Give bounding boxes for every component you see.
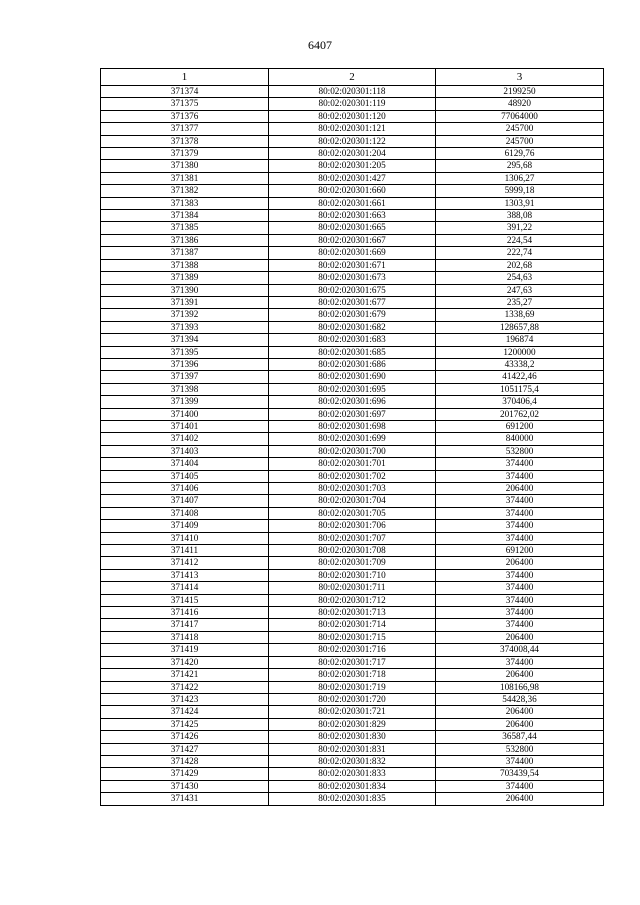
value-cell: 374400 xyxy=(436,569,604,581)
value-cell: 36587,44 xyxy=(436,731,604,743)
value-cell: 196874 xyxy=(436,334,604,346)
row-number-cell: 371389 xyxy=(101,272,269,284)
table-row xyxy=(101,507,604,519)
value-cell: 374400 xyxy=(436,495,604,507)
table-row xyxy=(101,334,604,346)
column-header-2: 2 xyxy=(269,69,436,86)
cadastral-number-cell: 80:02:020301:671 xyxy=(269,259,436,271)
table-row xyxy=(101,731,604,743)
value-cell: 295,68 xyxy=(436,160,604,172)
table-row xyxy=(101,569,604,581)
row-number-cell: 371387 xyxy=(101,247,269,259)
table-row xyxy=(101,743,604,755)
row-number-cell: 371424 xyxy=(101,706,269,718)
value-cell: 374008,44 xyxy=(436,644,604,656)
table-row xyxy=(101,755,604,767)
row-number-cell: 371385 xyxy=(101,222,269,234)
value-cell: 206400 xyxy=(436,483,604,495)
row-number-cell: 371399 xyxy=(101,396,269,408)
row-number-cell: 371408 xyxy=(101,507,269,519)
cadastral-number-cell: 80:02:020301:707 xyxy=(269,532,436,544)
row-number-cell: 371420 xyxy=(101,656,269,668)
row-number-cell: 371384 xyxy=(101,210,269,222)
table-row xyxy=(101,458,604,470)
value-cell: 840000 xyxy=(436,433,604,445)
table-row xyxy=(101,644,604,656)
value-cell: 206400 xyxy=(436,631,604,643)
value-cell: 374400 xyxy=(436,470,604,482)
value-cell: 202,68 xyxy=(436,259,604,271)
cadastral-number-cell: 80:02:020301:673 xyxy=(269,272,436,284)
cadastral-number-cell: 80:02:020301:120 xyxy=(269,110,436,122)
data-table xyxy=(100,68,604,806)
value-cell: 206400 xyxy=(436,718,604,730)
table-row xyxy=(101,346,604,358)
row-number-cell: 371388 xyxy=(101,259,269,271)
cadastral-number-cell: 80:02:020301:686 xyxy=(269,358,436,370)
table-row xyxy=(101,272,604,284)
cadastral-number-cell: 80:02:020301:705 xyxy=(269,507,436,519)
table-row xyxy=(101,234,604,246)
table-row xyxy=(101,557,604,569)
cadastral-number-cell: 80:02:020301:830 xyxy=(269,731,436,743)
cadastral-number-cell: 80:02:020301:706 xyxy=(269,520,436,532)
table-row xyxy=(101,470,604,482)
row-number-cell: 371395 xyxy=(101,346,269,358)
table-row xyxy=(101,619,604,631)
row-number-cell: 371407 xyxy=(101,495,269,507)
cadastral-number-cell: 80:02:020301:699 xyxy=(269,433,436,445)
value-cell: 2199250 xyxy=(436,86,604,98)
value-cell: 374400 xyxy=(436,619,604,631)
table-row xyxy=(101,396,604,408)
value-cell: 374400 xyxy=(436,656,604,668)
table-row xyxy=(101,483,604,495)
cadastral-number-cell: 80:02:020301:703 xyxy=(269,483,436,495)
table-row xyxy=(101,135,604,147)
row-number-cell: 371394 xyxy=(101,334,269,346)
table-row xyxy=(101,607,604,619)
table-row xyxy=(101,594,604,606)
cadastral-number-cell: 80:02:020301:831 xyxy=(269,743,436,755)
value-cell: 206400 xyxy=(436,669,604,681)
cadastral-number-cell: 80:02:020301:833 xyxy=(269,768,436,780)
value-cell: 691200 xyxy=(436,420,604,432)
table-row xyxy=(101,148,604,160)
row-number-cell: 371378 xyxy=(101,135,269,147)
table-row xyxy=(101,358,604,370)
table-row xyxy=(101,433,604,445)
cadastral-number-cell: 80:02:020301:719 xyxy=(269,681,436,693)
cadastral-number-cell: 80:02:020301:205 xyxy=(269,160,436,172)
value-cell: 54428,36 xyxy=(436,693,604,705)
row-number-cell: 371392 xyxy=(101,309,269,321)
table-row xyxy=(101,706,604,718)
table-row xyxy=(101,247,604,259)
table-row xyxy=(101,768,604,780)
value-cell: 235,27 xyxy=(436,296,604,308)
row-number-cell: 371425 xyxy=(101,718,269,730)
table-row xyxy=(101,656,604,668)
row-number-cell: 371381 xyxy=(101,172,269,184)
column-header-3: 3 xyxy=(436,69,604,86)
value-cell: 77064000 xyxy=(436,110,604,122)
row-number-cell: 371414 xyxy=(101,582,269,594)
value-cell: 222,74 xyxy=(436,247,604,259)
cadastral-number-cell: 80:02:020301:682 xyxy=(269,321,436,333)
cadastral-number-cell: 80:02:020301:709 xyxy=(269,557,436,569)
row-number-cell: 371405 xyxy=(101,470,269,482)
value-cell: 532800 xyxy=(436,445,604,457)
value-cell: 245700 xyxy=(436,135,604,147)
cadastral-number-cell: 80:02:020301:720 xyxy=(269,693,436,705)
value-cell: 532800 xyxy=(436,743,604,755)
cadastral-number-cell: 80:02:020301:679 xyxy=(269,309,436,321)
value-cell: 1303,91 xyxy=(436,197,604,209)
row-number-cell: 371415 xyxy=(101,594,269,606)
cadastral-number-cell: 80:02:020301:717 xyxy=(269,656,436,668)
cadastral-number-cell: 80:02:020301:714 xyxy=(269,619,436,631)
cadastral-number-cell: 80:02:020301:669 xyxy=(269,247,436,259)
cadastral-number-cell: 80:02:020301:663 xyxy=(269,210,436,222)
cadastral-number-cell: 80:02:020301:700 xyxy=(269,445,436,457)
value-cell: 206400 xyxy=(436,793,604,805)
value-cell: 374400 xyxy=(436,458,604,470)
row-number-cell: 371396 xyxy=(101,358,269,370)
value-cell: 374400 xyxy=(436,520,604,532)
value-cell: 128657,88 xyxy=(436,321,604,333)
value-cell: 1051175,4 xyxy=(436,383,604,395)
cadastral-number-cell: 80:02:020301:835 xyxy=(269,793,436,805)
row-number-cell: 371386 xyxy=(101,234,269,246)
row-number-cell: 371422 xyxy=(101,681,269,693)
table-row xyxy=(101,371,604,383)
value-cell: 206400 xyxy=(436,706,604,718)
row-number-cell: 371374 xyxy=(101,86,269,98)
value-cell: 48920 xyxy=(436,98,604,110)
value-cell: 5999,18 xyxy=(436,185,604,197)
table-row xyxy=(101,408,604,420)
value-cell: 374400 xyxy=(436,507,604,519)
table-row xyxy=(101,309,604,321)
value-cell: 1338,69 xyxy=(436,309,604,321)
table-row xyxy=(101,284,604,296)
cadastral-number-cell: 80:02:020301:660 xyxy=(269,185,436,197)
cadastral-number-cell: 80:02:020301:701 xyxy=(269,458,436,470)
table-row xyxy=(101,210,604,222)
value-cell: 206400 xyxy=(436,557,604,569)
table-row xyxy=(101,259,604,271)
table-row xyxy=(101,793,604,805)
cadastral-number-cell: 80:02:020301:683 xyxy=(269,334,436,346)
table-body xyxy=(101,86,604,806)
cadastral-number-cell: 80:02:020301:119 xyxy=(269,98,436,110)
cadastral-number-cell: 80:02:020301:122 xyxy=(269,135,436,147)
row-number-cell: 371404 xyxy=(101,458,269,470)
value-cell: 41422,46 xyxy=(436,371,604,383)
table-row xyxy=(101,693,604,705)
table-row xyxy=(101,98,604,110)
value-cell: 43338,2 xyxy=(436,358,604,370)
value-cell: 391,22 xyxy=(436,222,604,234)
table-row xyxy=(101,445,604,457)
row-number-cell: 371423 xyxy=(101,693,269,705)
table-row xyxy=(101,520,604,532)
value-cell: 247,63 xyxy=(436,284,604,296)
cadastral-number-cell: 80:02:020301:677 xyxy=(269,296,436,308)
row-number-cell: 371398 xyxy=(101,383,269,395)
row-number-cell: 371383 xyxy=(101,197,269,209)
row-number-cell: 371410 xyxy=(101,532,269,544)
table-row xyxy=(101,123,604,135)
value-cell: 108166,98 xyxy=(436,681,604,693)
row-number-cell: 371400 xyxy=(101,408,269,420)
row-number-cell: 371375 xyxy=(101,98,269,110)
row-number-cell: 371406 xyxy=(101,483,269,495)
value-cell: 374400 xyxy=(436,607,604,619)
cadastral-number-cell: 80:02:020301:667 xyxy=(269,234,436,246)
value-cell: 201762,02 xyxy=(436,408,604,420)
table-row xyxy=(101,681,604,693)
row-number-cell: 371376 xyxy=(101,110,269,122)
row-number-cell: 371380 xyxy=(101,160,269,172)
cadastral-number-cell: 80:02:020301:204 xyxy=(269,148,436,160)
cadastral-number-cell: 80:02:020301:690 xyxy=(269,371,436,383)
cadastral-number-cell: 80:02:020301:665 xyxy=(269,222,436,234)
cadastral-number-cell: 80:02:020301:710 xyxy=(269,569,436,581)
cadastral-number-cell: 80:02:020301:708 xyxy=(269,545,436,557)
row-number-cell: 371401 xyxy=(101,420,269,432)
cadastral-number-cell: 80:02:020301:715 xyxy=(269,631,436,643)
table-row xyxy=(101,669,604,681)
cadastral-number-cell: 80:02:020301:829 xyxy=(269,718,436,730)
row-number-cell: 371391 xyxy=(101,296,269,308)
row-number-cell: 371430 xyxy=(101,780,269,792)
table-row xyxy=(101,420,604,432)
cadastral-number-cell: 80:02:020301:713 xyxy=(269,607,436,619)
row-number-cell: 371377 xyxy=(101,123,269,135)
cadastral-number-cell: 80:02:020301:718 xyxy=(269,669,436,681)
value-cell: 1306,27 xyxy=(436,172,604,184)
table-row xyxy=(101,185,604,197)
value-cell: 374400 xyxy=(436,755,604,767)
cadastral-number-cell: 80:02:020301:832 xyxy=(269,755,436,767)
value-cell: 254,63 xyxy=(436,272,604,284)
cadastral-number-cell: 80:02:020301:695 xyxy=(269,383,436,395)
value-cell: 374400 xyxy=(436,780,604,792)
value-cell: 370406,4 xyxy=(436,396,604,408)
cadastral-number-cell: 80:02:020301:696 xyxy=(269,396,436,408)
column-header-1: 1 xyxy=(101,69,269,86)
table-row xyxy=(101,321,604,333)
row-number-cell: 371431 xyxy=(101,793,269,805)
table-row xyxy=(101,86,604,98)
value-cell: 691200 xyxy=(436,545,604,557)
page-number: 6407 xyxy=(308,38,332,52)
table-row xyxy=(101,222,604,234)
row-number-cell: 371429 xyxy=(101,768,269,780)
table-header-row xyxy=(101,69,604,86)
table-row xyxy=(101,296,604,308)
row-number-cell: 371417 xyxy=(101,619,269,631)
value-cell: 388,08 xyxy=(436,210,604,222)
row-number-cell: 371426 xyxy=(101,731,269,743)
row-number-cell: 371412 xyxy=(101,557,269,569)
table-row xyxy=(101,582,604,594)
cadastral-number-cell: 80:02:020301:721 xyxy=(269,706,436,718)
row-number-cell: 371402 xyxy=(101,433,269,445)
value-cell: 374400 xyxy=(436,582,604,594)
cadastral-number-cell: 80:02:020301:834 xyxy=(269,780,436,792)
row-number-cell: 371379 xyxy=(101,148,269,160)
cadastral-number-cell: 80:02:020301:697 xyxy=(269,408,436,420)
cadastral-number-cell: 80:02:020301:712 xyxy=(269,594,436,606)
cadastral-number-cell: 80:02:020301:702 xyxy=(269,470,436,482)
row-number-cell: 371411 xyxy=(101,545,269,557)
table-row xyxy=(101,631,604,643)
cadastral-number-cell: 80:02:020301:121 xyxy=(269,123,436,135)
table-row xyxy=(101,197,604,209)
cadastral-number-cell: 80:02:020301:704 xyxy=(269,495,436,507)
table-row xyxy=(101,172,604,184)
row-number-cell: 371416 xyxy=(101,607,269,619)
cadastral-number-cell: 80:02:020301:661 xyxy=(269,197,436,209)
table-row xyxy=(101,718,604,730)
table-row xyxy=(101,780,604,792)
table-row xyxy=(101,160,604,172)
table-row xyxy=(101,110,604,122)
row-number-cell: 371419 xyxy=(101,644,269,656)
value-cell: 224,54 xyxy=(436,234,604,246)
row-number-cell: 371413 xyxy=(101,569,269,581)
row-number-cell: 371421 xyxy=(101,669,269,681)
row-number-cell: 371418 xyxy=(101,631,269,643)
value-cell: 6129,76 xyxy=(436,148,604,160)
row-number-cell: 371397 xyxy=(101,371,269,383)
cadastral-number-cell: 80:02:020301:118 xyxy=(269,86,436,98)
value-cell: 703439,54 xyxy=(436,768,604,780)
table-row xyxy=(101,545,604,557)
cadastral-number-cell: 80:02:020301:698 xyxy=(269,420,436,432)
row-number-cell: 371390 xyxy=(101,284,269,296)
row-number-cell: 371403 xyxy=(101,445,269,457)
row-number-cell: 371393 xyxy=(101,321,269,333)
value-cell: 374400 xyxy=(436,532,604,544)
value-cell: 374400 xyxy=(436,594,604,606)
cadastral-number-cell: 80:02:020301:685 xyxy=(269,346,436,358)
cadastral-number-cell: 80:02:020301:675 xyxy=(269,284,436,296)
row-number-cell: 371428 xyxy=(101,755,269,767)
cadastral-number-cell: 80:02:020301:711 xyxy=(269,582,436,594)
table-row xyxy=(101,532,604,544)
value-cell: 245700 xyxy=(436,123,604,135)
row-number-cell: 371382 xyxy=(101,185,269,197)
value-cell: 1200000 xyxy=(436,346,604,358)
row-number-cell: 371427 xyxy=(101,743,269,755)
cadastral-number-cell: 80:02:020301:427 xyxy=(269,172,436,184)
row-number-cell: 371409 xyxy=(101,520,269,532)
table-row xyxy=(101,383,604,395)
cadastral-number-cell: 80:02:020301:716 xyxy=(269,644,436,656)
table-row xyxy=(101,495,604,507)
